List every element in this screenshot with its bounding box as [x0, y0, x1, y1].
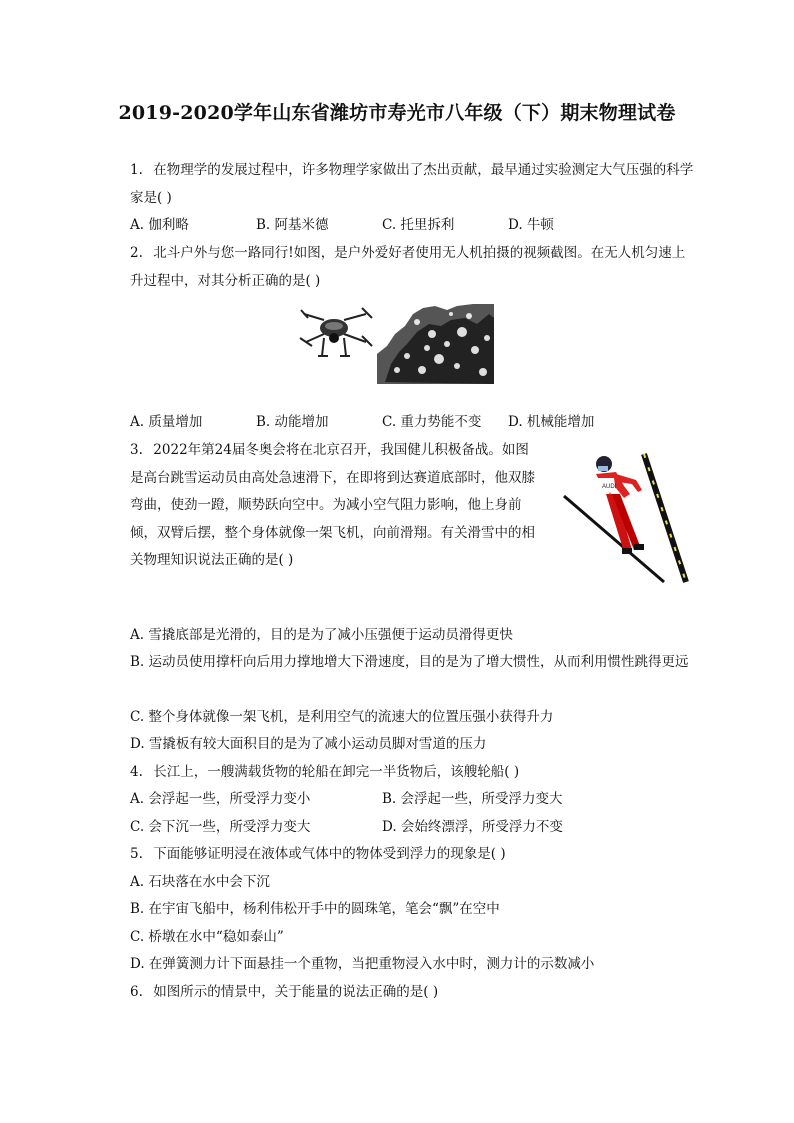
question-5-option-b[interactable]: B. 在宇宙飞船中，杨利伟松开手中的圆珠笔，笔会“飘”在空中	[130, 901, 500, 917]
question-text: 北斗户外与您一路同行!如图，是户外爱好者使用无人机拍摄的视频截图。在无人机匀速上升过程中，对其分析正确的是( )	[130, 245, 686, 289]
option-a[interactable]: A. 伽利略	[130, 217, 189, 233]
option-a[interactable]: A. 会浮起一些，所受浮力变小	[130, 791, 311, 807]
option-b[interactable]: B. 动能增加	[256, 414, 329, 430]
option-d[interactable]: D. 牛顿	[508, 217, 554, 233]
question-3-option-b[interactable]: B. 运动员使用撑杆向后用力撑地增大下滑速度，目的是为了增大惯性，从而利用惯性跳得更远	[130, 654, 689, 670]
question-text: 长江上，一艘满载货物的轮船在卸完一半货物后，该艘轮船( )	[153, 764, 520, 780]
question-5-option-c[interactable]: C. 桥墩在水中“稳如泰山”	[130, 929, 284, 945]
option-d[interactable]: D. 机械能增加	[508, 414, 595, 430]
question-text: 下面能够证明浸在液体或气体中的物体受到浮力的现象是( )	[153, 846, 506, 862]
question-number: 6.	[130, 984, 143, 1000]
question-number: 1.	[130, 162, 143, 178]
page-title: 2019-2020学年山东省潍坊市寿光市八年级（下）期末物理试卷	[118, 102, 676, 124]
question-5-option-a[interactable]: A. 石块落在水中会下沉	[130, 874, 270, 890]
option-a[interactable]: A. 质量增加	[130, 414, 203, 430]
question-text: 如图所示的情景中，关于能量的说法正确的是( )	[153, 984, 439, 1000]
question-3-option-c[interactable]: C. 整个身体就像一架飞机，是利用空气的流速大的位置压强小获得升力	[130, 709, 554, 725]
question-number: 4.	[130, 764, 143, 780]
question-number: 5.	[130, 846, 143, 862]
question-6	[130, 979, 696, 1007]
question-3	[130, 437, 542, 575]
question-text: 2022年第24届冬奥会将在北京召开，我国健儿积极备战。如图是高台跳雪运动员由高处急速滑下，在即将到达赛道底部时，他双膝弯曲，使劲一蹬，顺势跃向空中。为减小空气阻力影响，他上身前倾，双臂后摆，整个身体就像一架飞机，向前滑翔。有关滑雪中的相关物理知识说法正确的是( )	[130, 442, 535, 568]
question-number: 2.	[130, 245, 143, 261]
question-3-option-d[interactable]: D. 雪撬板有较大面积目的是为了减小运动员脚对雪道的压力	[130, 736, 487, 752]
option-d[interactable]: D. 会始终漂浮，所受浮力不变	[382, 819, 563, 835]
question-5	[130, 841, 696, 869]
question-number: 3.	[130, 442, 143, 458]
mountain-snapshot-figure	[377, 304, 494, 384]
question-3-option-a[interactable]: A. 雪撬底部是光滑的，目的是为了减小压强便于运动员滑得更快	[130, 627, 513, 643]
question-1	[130, 157, 696, 212]
option-c[interactable]: C. 会下沉一些，所受浮力变大	[130, 819, 311, 835]
option-c[interactable]: C. 重力势能不变	[382, 414, 482, 430]
option-c[interactable]: C. 托里拆利	[382, 217, 455, 233]
question-2	[130, 240, 696, 295]
drone-figure	[296, 304, 376, 364]
ski-jumper-figure	[558, 450, 692, 586]
option-b[interactable]: B. 阿基米德	[256, 217, 329, 233]
question-5-option-d[interactable]: D. 在弹簧测力计下面悬挂一个重物，当把重物浸入水中时，测力计的示数减小	[130, 956, 595, 972]
option-b[interactable]: B. 会浮起一些，所受浮力变大	[382, 791, 563, 807]
question-text: 在物理学的发展过程中，许多物理学家做出了杰出贡献，最早通过实验测定大气压强的科学家是( )	[130, 162, 694, 206]
bib-text: AUDI	[602, 484, 617, 490]
question-4	[130, 759, 696, 787]
